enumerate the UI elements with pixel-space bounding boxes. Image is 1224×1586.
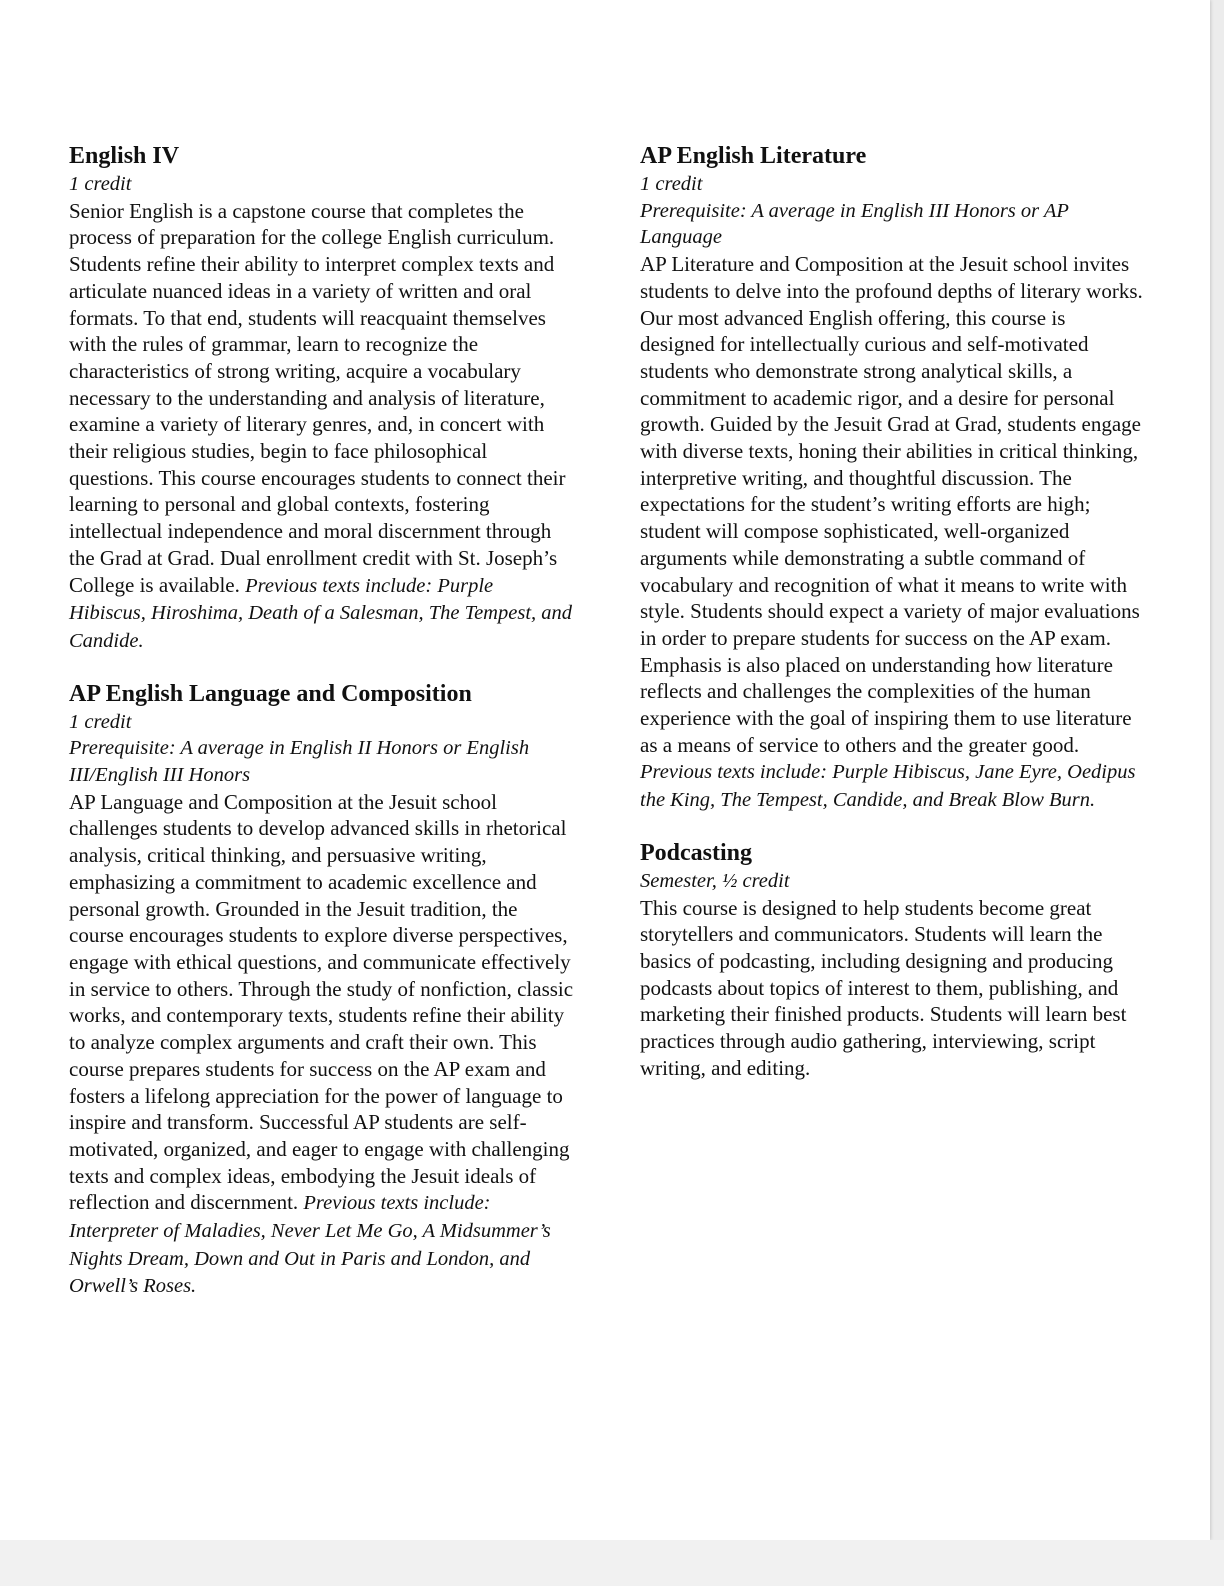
course-title: Podcasting [640,839,753,866]
course-description [640,895,1145,1082]
course-credit: 1 credit [69,710,132,733]
course-description [640,251,1145,814]
description-text: This course is designed to help students become great storytellers and communicators. Students will learn the basics of podcasting, including designing and producing podcasts about topics of interest to them, publishing, and marketing their finished products. Students will learn best practices through audio gathering, interviewing, script writing, and editing. [640,895,1127,1080]
course-title: AP English Literature [640,143,867,169]
course-credit: Semester, ½ credit [640,869,790,892]
description-text: AP Literature and Composition at the Jesuit school invites students to delve into the profound depths of literary works. Our most advanced English offering, this course is designed for intellectually curious and self-motivated students who demonstrate strong analytical skills, a commitment to academic rigor, and a desire for personal growth. Guided by the Jesuit Grad at Grad, students engage with diverse texts, honing their abilities in critical thinking, interpretive writing, and thoughtful discussion. The expectations for the student’s writing efforts are high; student will compose sophisticated, well-organized arguments while demonstrating a subtle command of vocabulary and recognition of what it means to write with style. Students should expect a variety of major evaluations in order to prepare students for success on the AP exam. Emphasis is also placed on understanding how literature reflects and challenges the complexities of the human experience with the goal of inspiring them to use literature as a means of service to others and the greater good. [640,252,1143,757]
course-title: AP English Language and Composition [69,680,472,707]
course-credit: 1 credit [640,173,703,195]
course-podcasting [640,838,1145,1082]
course-ap-english-language [69,679,574,1300]
description-text: AP Language and Composition at the Jesuit school challenges students to develop advanced skills in rhetorical analysis, critical thinking, and persuasive writing, emphasizing a commitment to academic excellence and personal growth. Grounded in the Jesuit tradition, the course encourages students to explore diverse perspectives, engage with ethical questions, and communicate effectively in service to others. Through the study of nonfiction, classic works, and contemporary texts, students refine their ability to analyze complex arguments and craft their own. This course prepares students for success on the AP exam and fosters a lifelong appreciation for the power of language to inspire and transform. Successful AP students are self-motivated, organized, and eager to engage with challenging texts and complex ideas, embodying the Jesuit ideals of reflection and discernment. [69,789,574,1215]
previous-texts: Previous texts include: Purple Hibiscus, Jane Eyre, Oedipus the King, The Tempest, Candide, and Break Blow Burn. [640,761,1136,812]
right-column [640,141,1145,1106]
course-prerequisite: Prerequisite: A average in English III Honors or AP Language [640,199,1069,249]
course-english-iv [69,141,574,655]
description-text: Senior English is a capstone course that completes the process of preparation for the college English curriculum. Students refine their ability to interpret complex texts and articulate nuanced ideas in a variety of written and oral formats. To that end, students will reacquaint themselves with the rules of grammar, learn to recognize the characteristics of strong writing, acquire a vocabulary necessary to the understanding and analysis of literature, examine a variety of literary genres, and, in concert with their religious studies, begin to face philosophical questions. This course encourages students to connect their learning to personal and global contexts, fostering intellectual independence and moral discernment through the Grad at Grad. Dual enrollment credit with St. Joseph’s College is available. [69,198,566,597]
course-title: English IV [69,143,180,169]
previous-texts: Previous texts include: Purple Hibiscus, Hiroshima, Death of a Salesman, The Tempest, and Candide. [69,574,573,652]
course-credit: 1 credit [69,173,132,195]
course-prerequisite: Prerequisite: A average in English II Honors or English III/English III Honors [69,737,530,787]
course-description [69,789,574,1300]
course-description [69,198,574,655]
previous-texts: Previous texts include: Interpreter of Maladies, Never Let Me Go, A Midsummer’s Nights Dream, Down and Out in Paris and London, and Orwell’s Roses. [69,1192,551,1298]
left-column [69,141,574,1324]
course-ap-english-literature [640,141,1145,814]
viewer-bottom-strip [0,1540,1224,1586]
